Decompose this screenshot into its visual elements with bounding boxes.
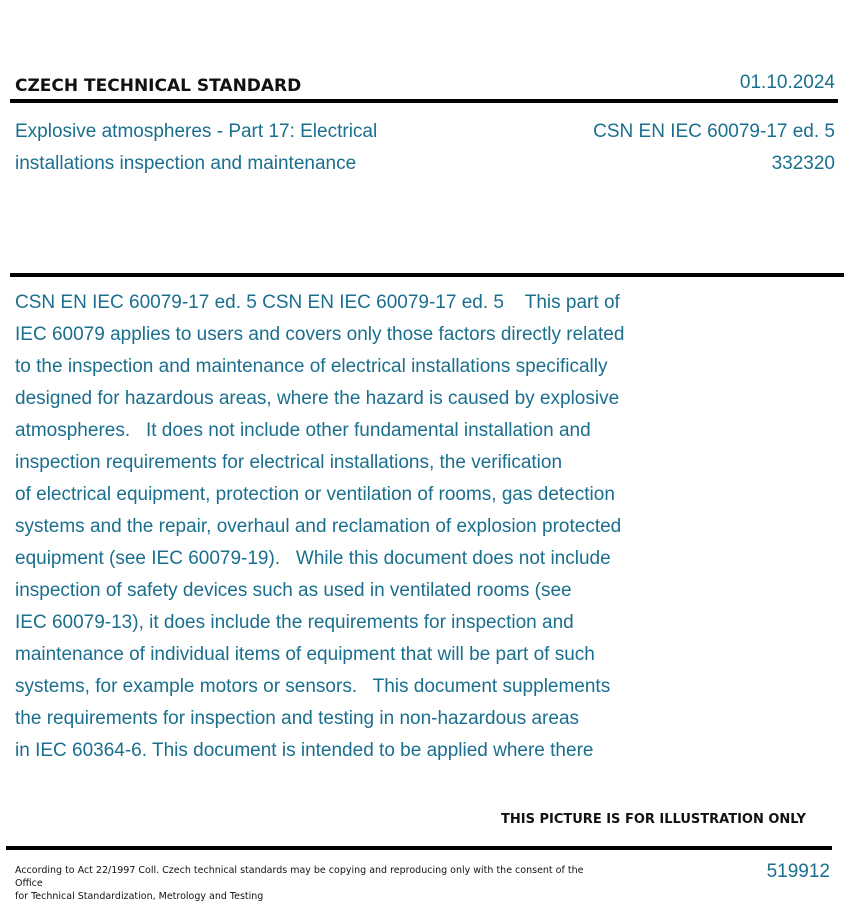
legal-line-1: According to Act 22/1997 Coll. Czech technical standards may be copying and reproducing only with the consent of the Office [15,865,584,889]
abstract-line: the requirements for inspection and testing in non-hazardous areas [15,708,580,729]
abstract-line: to the inspection and maintenance of electrical installations specifically [15,356,608,377]
product-code: 519912 [766,861,830,882]
abstract-line: atmospheres. It does not include other fundamental installation and [15,420,591,441]
abstract-line: CSN EN IEC 60079-17 ed. 5 CSN EN IEC 60079-17 ed. 5 This part of [15,292,620,313]
legal-line-2: for Technical Standardization, Metrology and Testing [15,891,264,902]
body-top-divider [10,273,844,277]
abstract-line: systems, for example motors or sensors. This document supplements [15,676,611,697]
publication-date: 01.10.2024 [739,72,835,93]
abstract-line: equipment (see IEC 60079-19). While this document does not include [15,548,611,569]
abstract-text [15,287,715,767]
legal-notice [15,864,595,903]
abstract-line: inspection of safety devices such as used in ventilated rooms (see [15,580,572,601]
abstract-line: of electrical equipment, protection or ventilation of rooms, gas detection [15,484,615,505]
illustration-notice: THIS PICTURE IS FOR ILLUSTRATION ONLY [501,812,806,827]
abstract-line: IEC 60079 applies to users and covers only those factors directly related [15,324,625,345]
title-line-2: installations inspection and maintenance [15,153,357,174]
abstract-line: IEC 60079-13), it does include the requirements for inspection and [15,612,574,633]
document-identifier [593,116,835,180]
abstract-line: inspection requirements for electrical installations, the verification [15,452,563,473]
header-divider [10,99,838,103]
title-line-1: Explosive atmospheres - Part 17: Electrical [15,121,378,142]
standard-type-label: CZECH TECHNICAL STANDARD [15,76,302,96]
standard-id: CSN EN IEC 60079-17 ed. 5 [593,121,835,142]
footer-divider [6,846,832,850]
abstract-line: maintenance of individual items of equipment that will be part of such [15,644,595,665]
document-title [15,116,485,180]
class-code: 332320 [771,153,835,174]
abstract-line: in IEC 60364-6. This document is intended to be applied where there [15,740,594,761]
abstract-line: systems and the repair, overhaul and reclamation of explosion protected [15,516,622,537]
abstract-line: designed for hazardous areas, where the hazard is caused by explosive [15,388,620,409]
